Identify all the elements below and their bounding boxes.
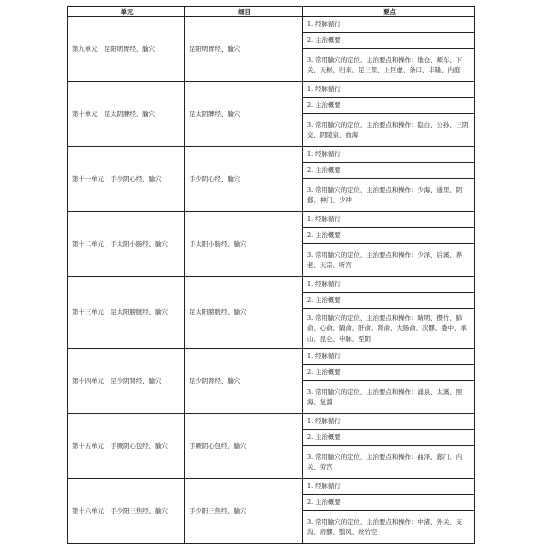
- point-cell: 2. 主治概要: [303, 495, 475, 511]
- point-cell: 1. 经脉循行: [303, 349, 475, 365]
- point-cell: 2. 主治概要: [303, 163, 475, 179]
- table-row: [68, 82, 475, 98]
- point-cell: 3. 常用腧穴的定位、主治要点和操作：中渚、外关、支沟、肩髎、翳风、丝竹空: [303, 511, 475, 544]
- unit-cell: 第十一单元 手少阴心经、腧穴: [68, 147, 185, 212]
- unit-cell: 第十单元 足太阴脾经、腧穴: [68, 82, 185, 147]
- unit-cell: 第十四单元 足少阴肾经、腧穴: [68, 349, 185, 414]
- point-cell: 1. 经脉循行: [303, 147, 475, 163]
- point-cell: 3. 常用腧穴的定位、主治要点和操作：睛明、攒竹、肺俞、心俞、膈俞、肝俞、肾俞、大肠俞、次髎、委中、承山、昆仑、申脉、至阴: [303, 309, 475, 349]
- point-cell: 1. 经脉循行: [303, 82, 475, 98]
- syllabus-table: [67, 6, 475, 544]
- point-cell: 2. 主治概要: [303, 293, 475, 309]
- header-unit: 单元: [68, 7, 185, 17]
- unit-cell: 第十六单元 手少阳三焦经、腧穴: [68, 479, 185, 544]
- point-cell: 2. 主治概要: [303, 365, 475, 381]
- point-cell: 1. 经脉循行: [303, 479, 475, 495]
- table-body: [68, 17, 475, 544]
- point-cell: 2. 主治概要: [303, 98, 475, 114]
- table-row: [68, 349, 475, 365]
- table-row: [68, 147, 475, 163]
- unit-cell: 第九单元 足阳明胃经、腧穴: [68, 17, 185, 82]
- table-row: [68, 212, 475, 228]
- point-cell: 3. 常用腧穴的定位、主治要点和操作：隐白、公孙、三阴交、阴陵泉、血海: [303, 114, 475, 147]
- table-row: [68, 17, 475, 33]
- header-points: 要点: [303, 7, 475, 17]
- unit-cell: 第十二单元 手太阳小肠经、腧穴: [68, 212, 185, 277]
- point-cell: 3. 常用腧穴的定位、主治要点和操作：少泽、后溪、养老、天宗、听宫: [303, 244, 475, 277]
- point-cell: 3. 常用腧穴的定位、主治要点和操作：地仓、颊车、下关、天枢、归来、足三里、上巨虚、条口、丰隆、内庭: [303, 49, 475, 82]
- point-cell: 2. 主治概要: [303, 430, 475, 446]
- point-cell: 1. 经脉循行: [303, 414, 475, 430]
- outline-cell: 足太阳膀胱经、腧穴: [185, 277, 303, 349]
- point-cell: 2. 主治概要: [303, 228, 475, 244]
- point-cell: 3. 常用腧穴的定位、主治要点和操作：少海、通里、阴郄、神门、少冲: [303, 179, 475, 212]
- table-row: [68, 277, 475, 293]
- unit-cell: 第十五单元 手厥阴心包经、腧穴: [68, 414, 185, 479]
- outline-cell: 手太阳小肠经、腧穴: [185, 212, 303, 277]
- point-cell: 3. 常用腧穴的定位、主治要点和操作：涌泉、太溪、照海、复溜: [303, 381, 475, 414]
- point-cell: 3. 常用腧穴的定位、主治要点和操作：曲泽、郄门、内关、劳宫: [303, 446, 475, 479]
- point-cell: 2. 主治概要: [303, 33, 475, 49]
- table-row: [68, 414, 475, 430]
- point-cell: 1. 经脉循行: [303, 17, 475, 33]
- outline-cell: 手少阳三焦经、腧穴: [185, 479, 303, 544]
- outline-cell: 足少阴肾经、腧穴: [185, 349, 303, 414]
- point-cell: 1. 经脉循行: [303, 277, 475, 293]
- header-row: [68, 7, 475, 17]
- outline-cell: 手少阴心经、腧穴: [185, 147, 303, 212]
- header-outline: 细目: [185, 7, 303, 17]
- point-cell: 1. 经脉循行: [303, 212, 475, 228]
- table-row: [68, 479, 475, 495]
- outline-cell: 手厥阴心包经、腧穴: [185, 414, 303, 479]
- outline-cell: 足阳明胃经、腧穴: [185, 17, 303, 82]
- outline-cell: 足太阴脾经、腧穴: [185, 82, 303, 147]
- unit-cell: 第十三单元 足太阳膀胱经、腧穴: [68, 277, 185, 349]
